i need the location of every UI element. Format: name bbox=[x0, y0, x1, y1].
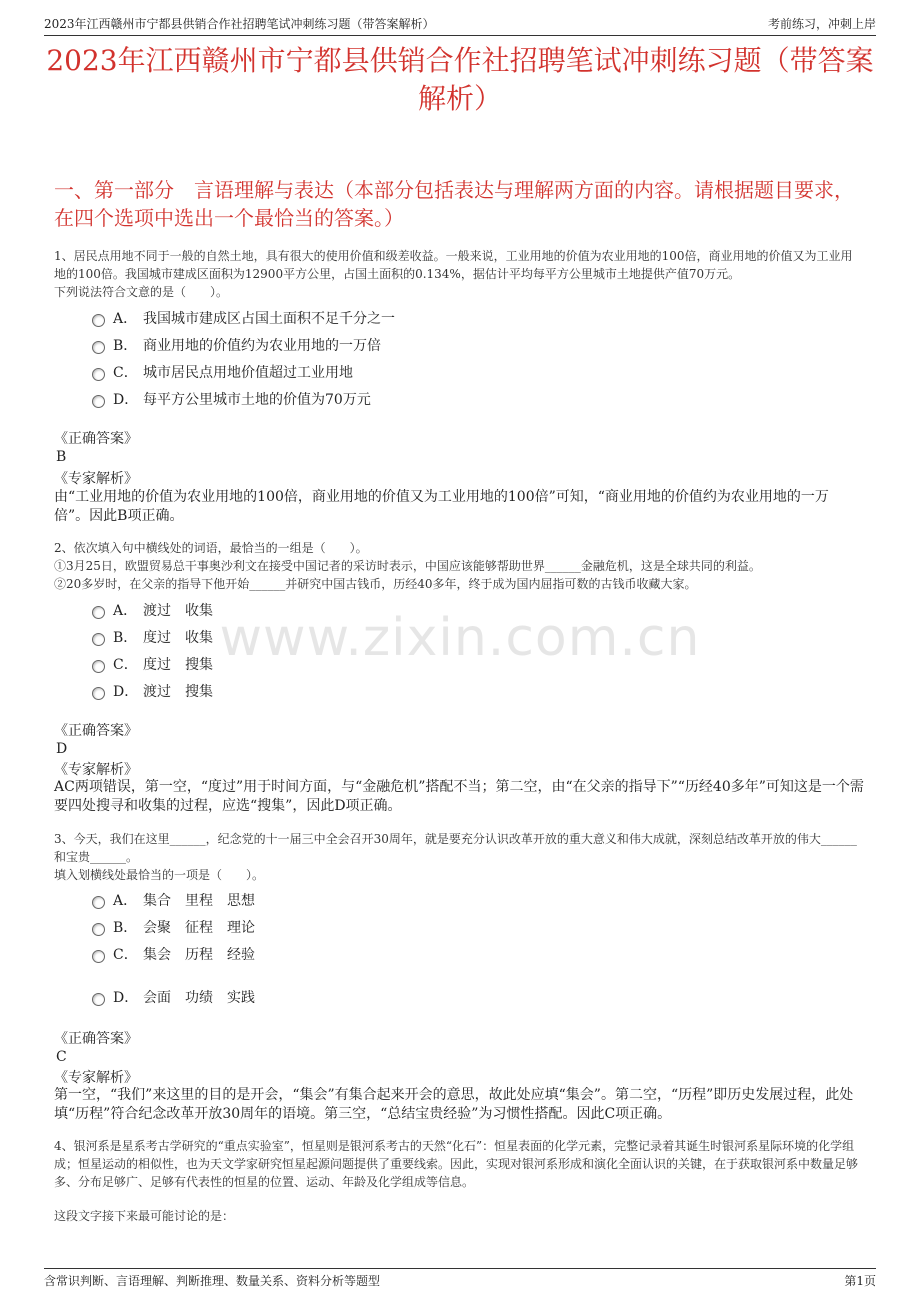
explain-label: 《专家解析》 bbox=[54, 762, 138, 778]
radio-button[interactable] bbox=[92, 368, 105, 381]
radio-button[interactable] bbox=[92, 687, 105, 700]
question-4-stem bbox=[54, 1137, 864, 1225]
page-footer bbox=[44, 1268, 876, 1289]
option-letter: D． bbox=[113, 683, 139, 700]
question-prompt: 这段文字接下来最可能讨论的是： bbox=[54, 1209, 235, 1223]
option-text: 度过 收集 bbox=[143, 629, 213, 646]
question-2-stem bbox=[54, 539, 864, 593]
radio-button[interactable] bbox=[92, 633, 105, 646]
option-letter: B． bbox=[113, 629, 138, 646]
option-c[interactable] bbox=[92, 358, 395, 385]
question-1-options bbox=[92, 304, 395, 412]
option-letter: B． bbox=[113, 919, 138, 936]
option-c[interactable] bbox=[92, 650, 213, 677]
option-letter: D． bbox=[113, 391, 139, 408]
option-letter: B． bbox=[113, 337, 138, 354]
question-line: ②20多岁时，在父亲的指导下他开始______并研究中国古钱币，历经40多年，终于成为国内屈指可数的古钱币收藏大家。 bbox=[54, 577, 697, 591]
option-letter: A． bbox=[113, 892, 138, 909]
question-1-answer bbox=[54, 430, 864, 466]
option-letter: C． bbox=[113, 656, 138, 673]
radio-button[interactable] bbox=[92, 660, 105, 673]
option-b[interactable] bbox=[92, 331, 395, 358]
question-2-explanation: AC两项错误，第一空，“度过”用于时间方面，与“金融危机”搭配不当；第二空，由“在父亲的指导下”“历经40多年”可知这是一个需要四处搜寻和收集的过程，应选“搜集”，因此D项正确。 bbox=[54, 779, 864, 814]
option-letter: D． bbox=[113, 989, 139, 1006]
option-text: 会面 功绩 实践 bbox=[143, 989, 255, 1006]
question-text: 2、依次填入句中横线处的词语，最恰当的一组是（ ）。 bbox=[54, 541, 368, 555]
answer-value: C bbox=[56, 1049, 67, 1065]
option-text: 集合 里程 思想 bbox=[143, 892, 255, 909]
page-header bbox=[44, 10, 876, 36]
question-2-answer bbox=[54, 722, 864, 758]
radio-button[interactable] bbox=[92, 923, 105, 936]
option-text: 度过 搜集 bbox=[143, 656, 213, 673]
option-b[interactable] bbox=[92, 623, 213, 650]
question-text: 3、今天，我们在这里______，纪念党的十一届三中全会召开30周年，就是要充分认识改革开放的重大意义和伟大成就，深刻总结改革开放的伟大______和宝贵______。 bbox=[54, 832, 857, 864]
watermark: www.zixin.com.cn bbox=[219, 608, 701, 668]
question-2-explain-label bbox=[54, 761, 864, 779]
document-title: 2023年江西赣州市宁都县供销合作社招聘笔试冲刺练习题（带答案解析） bbox=[46, 44, 874, 115]
answer-label: 《正确答案》 bbox=[54, 431, 138, 447]
option-text: 集会 历程 经验 bbox=[143, 946, 255, 963]
radio-button[interactable] bbox=[92, 896, 105, 909]
radio-button[interactable] bbox=[92, 395, 105, 408]
question-prompt: 下列说法符合文意的是（ ）。 bbox=[54, 285, 229, 299]
question-2-options bbox=[92, 596, 213, 704]
question-3-options bbox=[92, 886, 255, 1010]
option-a[interactable] bbox=[92, 886, 255, 913]
option-text: 商业用地的价值约为农业用地的一万倍 bbox=[143, 337, 381, 354]
question-3-explain-label bbox=[54, 1069, 864, 1087]
option-text: 会聚 征程 理论 bbox=[143, 919, 255, 936]
option-letter: A． bbox=[113, 310, 138, 327]
page-number: 第1页 bbox=[844, 1274, 876, 1288]
question-text: 4、银河系是星系考古学研究的“重点实验室”，恒星则是银河系考古的天然“化石”：恒星表面的化学元素，完整记录着其诞生时银河系星际环境的化学组成；恒星运动的相似性，也为天文学家研究恒星起源问题提供了重要线索。因此，实现对银河系形成和演化全面认识的关键，在于获取银河系中数量足够多、分布足够广、足够有代表性的恒星的位置、运动、年龄及化学组成等信息。 bbox=[54, 1139, 859, 1189]
option-letter: C． bbox=[113, 364, 138, 381]
explain-label: 《专家解析》 bbox=[54, 1070, 138, 1086]
question-text: 1、居民点用地不同于一般的自然土地，具有很大的使用价值和级差收益。一般来说，工业用地的价值为农业用地的100倍，商业用地的价值又为工业用地的100倍。我国城市建成区面积为12900平方公里，占国土面积的0.134%，据估计平均每平方公里城市土地提供产值70万元。 bbox=[54, 249, 853, 281]
option-letter: A． bbox=[113, 602, 138, 619]
radio-button[interactable] bbox=[92, 950, 105, 963]
answer-value: B bbox=[56, 449, 67, 465]
answer-label: 《正确答案》 bbox=[54, 723, 138, 739]
question-3-explanation: 第一空，“我们”来这里的目的是开会，“集会”有集合起来开会的意思，故此处应填“集会”。第二空，“历程”即历史发展过程，此处填“历程”符合纪念改革开放30周年的语境。第三空，“总结宝贵经验”为习惯性搭配。因此C项正确。 bbox=[54, 1087, 854, 1122]
section-heading: 一、第一部分 言语理解与表达（本部分包括表达与理解两方面的内容。请根据题目要求，在四个选项中选出一个最恰当的答案。） bbox=[54, 178, 854, 230]
radio-button[interactable] bbox=[92, 993, 105, 1006]
option-text: 城市居民点用地价值超过工业用地 bbox=[143, 364, 353, 381]
option-text: 渡过 收集 bbox=[143, 602, 213, 619]
radio-button[interactable] bbox=[92, 314, 105, 327]
question-prompt: 填入划横线处最恰当的一项是（ ）。 bbox=[54, 868, 265, 882]
option-text: 渡过 搜集 bbox=[143, 683, 213, 700]
option-c[interactable] bbox=[92, 940, 255, 967]
option-a[interactable] bbox=[92, 596, 213, 623]
option-d[interactable] bbox=[92, 385, 395, 412]
option-d[interactable] bbox=[92, 677, 213, 704]
question-1-explain-label bbox=[54, 470, 864, 488]
question-3-stem bbox=[54, 830, 864, 884]
question-3-answer bbox=[54, 1030, 864, 1066]
radio-button[interactable] bbox=[92, 606, 105, 619]
footer-note: 含常识判断、言语理解、判断推理、数量关系、资料分析等题型 bbox=[44, 1274, 381, 1288]
option-a[interactable] bbox=[92, 304, 395, 331]
question-line: ①3月25日，欧盟贸易总干事奥沙利文在接受中国记者的采访时表示，中国应该能够帮助世界______金融危机，这是全球共同的利益。 bbox=[54, 559, 761, 573]
header-slogan: 考前练习，冲刺上岸 bbox=[767, 17, 876, 31]
answer-value: D bbox=[56, 741, 68, 757]
option-d[interactable] bbox=[92, 983, 255, 1010]
header-title: 2023年江西赣州市宁都县供销合作社招聘笔试冲刺练习题（带答案解析） bbox=[44, 17, 435, 31]
option-text: 我国城市建成区占国土面积不足千分之一 bbox=[143, 310, 395, 327]
option-letter: C． bbox=[113, 946, 138, 963]
question-1-explanation: 由“工业用地的价值为农业用地的100倍，商业用地的价值又为工业用地的100倍”可知，“商业用地的价值约为农业用地的一万倍”。因此B项正确。 bbox=[54, 489, 829, 524]
option-b[interactable] bbox=[92, 913, 255, 940]
radio-button[interactable] bbox=[92, 341, 105, 354]
explain-label: 《专家解析》 bbox=[54, 471, 138, 487]
answer-label: 《正确答案》 bbox=[54, 1031, 138, 1047]
question-1-stem bbox=[54, 247, 864, 301]
option-text: 每平方公里城市土地的价值为70万元 bbox=[143, 391, 371, 408]
